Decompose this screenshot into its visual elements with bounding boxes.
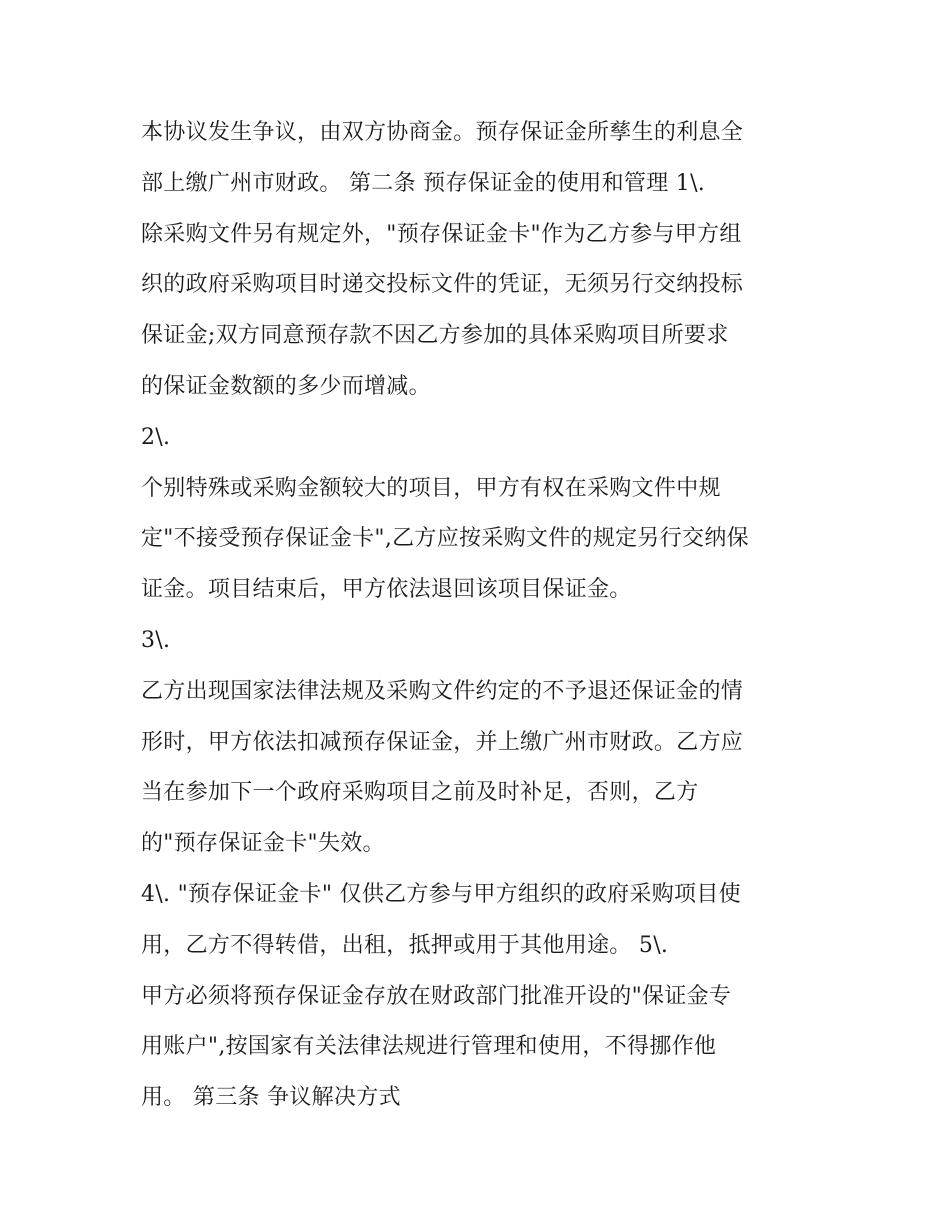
text-line: 乙方出现国家法律法规及采购文件约定的不予退还保证金的情 [141,678,744,704]
text-line: 的"预存保证金卡"失效。 [141,831,385,857]
list-number: 3\. [141,627,171,653]
text-line: 部上缴广州市财政。 第二条 预存保证金的使用和管理 1\. [141,170,706,196]
text-line: 个别特殊或采购金额较大的项目，甲方有权在采购文件中规 [141,475,721,501]
document-body [141,108,821,1124]
list-number: 2\. [141,424,171,450]
text-line: 甲方必须将预存保证金存放在财政部门批准开设的"保证金专 [141,983,732,1009]
text-line: 当在参加下一个政府采购项目之前及时补足，否则，乙方 [141,780,699,806]
text-line: 织的政府采购项目时递交投标文件的凭证，无须另行交纳投标 [141,272,744,298]
text-line: 除采购文件另有规定外，"预存保证金卡"作为乙方参与甲方组 [141,221,742,247]
text-line: 保证金;双方同意预存款不因乙方参加的具体采购项目所要求 [141,323,729,349]
text-line: 用。 第三条 争议解决方式 [141,1085,401,1111]
text-line: 本协议发生争议，由双方协商金。预存保证金所孳生的利息全 [141,120,744,145]
text-line: 用账户",按国家有关法律法规进行管理和使用，不得挪作他 [141,1034,717,1060]
text-line: 形时，甲方依法扣减预存保证金，并上缴广州市财政。乙方应 [141,729,744,755]
text-line: 4\. "预存保证金卡" 仅供乙方参与甲方组织的政府采购项目使 [141,881,741,907]
text-line: 的保证金数额的多少而增减。 [141,373,431,399]
text-line: 证金。项目结束后，甲方依法退回该项目保证金。 [141,577,632,603]
text-line: 用，乙方不得转借，出租，抵押或用于其他用途。 5\. [141,932,669,958]
text-line: 定"不接受预存保证金卡",乙方应按采购文件的规定另行交纳保 [141,526,749,552]
